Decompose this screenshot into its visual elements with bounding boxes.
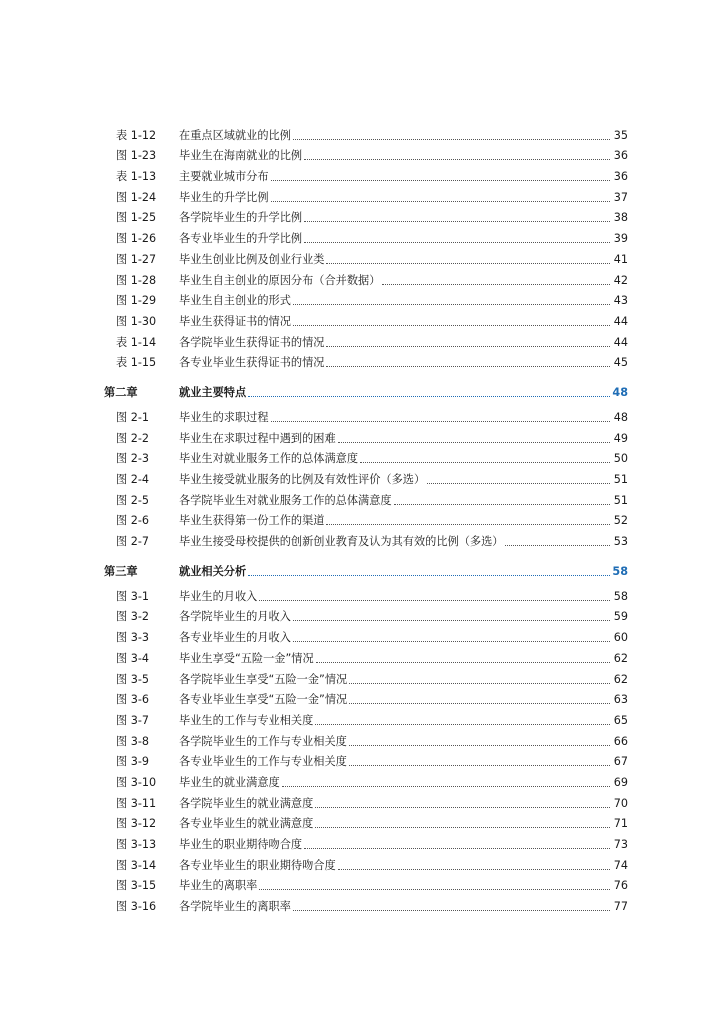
toc-entry-page-number: 41 xyxy=(613,252,628,266)
dot-leader xyxy=(304,220,610,222)
dot-leader xyxy=(293,138,610,140)
toc-entry-title: 毕业生的月收入 xyxy=(179,589,258,603)
toc-entry-page-number: 51 xyxy=(613,493,628,507)
toc-entry-label: 图 3-10 xyxy=(116,775,157,789)
toc-entry-page-number: 69 xyxy=(613,775,628,789)
toc-entry[interactable] xyxy=(0,404,724,425)
dot-leader xyxy=(315,723,610,725)
toc-entry-title: 各学院毕业生的就业满意度 xyxy=(179,796,314,810)
toc-entry[interactable] xyxy=(0,184,724,205)
toc-entry-title: 毕业生创业比例及创业行业类 xyxy=(179,252,325,266)
toc-entry-title: 各学院毕业生对就业服务工作的总体满意度 xyxy=(179,493,392,507)
toc-entry[interactable] xyxy=(0,583,724,604)
toc-entry-title: 毕业生在求职过程中遇到的困难 xyxy=(179,431,336,445)
toc-entry-title: 各专业毕业生的升学比例 xyxy=(179,232,303,246)
toc-entry-label: 图 2-2 xyxy=(116,431,150,445)
toc-entry-label: 图 3-14 xyxy=(116,858,157,872)
toc-entry-title: 就业相关分析 xyxy=(179,565,247,579)
dot-leader xyxy=(326,523,610,525)
toc-entry[interactable] xyxy=(0,811,724,832)
toc-entry-title: 各学院毕业生的离职率 xyxy=(179,900,291,914)
dot-leader xyxy=(271,179,610,181)
toc-entry[interactable] xyxy=(0,873,724,894)
toc-entry-title: 毕业生在海南就业的比例 xyxy=(179,149,303,163)
toc-entry[interactable] xyxy=(0,225,724,246)
toc-entry-label: 图 3-4 xyxy=(116,651,150,665)
toc-entry-page-number: 62 xyxy=(613,672,628,686)
toc-entry-page-number: 66 xyxy=(613,734,628,748)
dot-leader xyxy=(338,868,610,870)
toc-entry-page-number: 60 xyxy=(613,631,628,645)
toc-entry-page-number: 58 xyxy=(612,565,628,579)
toc-entry-page-number: 62 xyxy=(613,651,628,665)
toc-entry[interactable] xyxy=(0,143,724,164)
toc-entry-page-number: 38 xyxy=(613,211,628,225)
toc-entry-page-number: 67 xyxy=(613,755,628,769)
toc-entry-page-number: 59 xyxy=(613,610,628,624)
toc-entry-label: 图 2-7 xyxy=(116,535,150,549)
toc-entry[interactable] xyxy=(0,604,724,625)
dot-leader xyxy=(326,262,610,264)
toc-entry-title: 毕业生的工作与专业相关度 xyxy=(179,713,314,727)
dot-leader xyxy=(282,785,610,787)
dot-leader xyxy=(316,661,610,663)
toc-entry[interactable] xyxy=(0,267,724,288)
toc-entry-label: 图 3-8 xyxy=(116,734,150,748)
toc-entry-title: 就业主要特点 xyxy=(179,386,247,400)
toc-entry-label: 图 3-7 xyxy=(116,713,150,727)
toc-entry[interactable] xyxy=(0,624,724,645)
toc-entry-title: 主要就业城市分布 xyxy=(179,170,269,184)
toc-entry-label: 图 3-3 xyxy=(116,631,150,645)
toc-entry-label: 图 1-30 xyxy=(116,314,157,328)
toc-entry-label: 表 1-12 xyxy=(116,128,157,142)
toc-entry[interactable] xyxy=(0,666,724,687)
toc-entry-label: 图 1-28 xyxy=(116,273,157,287)
toc-entry-page-number: 49 xyxy=(613,431,628,445)
toc-entry-label: 图 1-29 xyxy=(116,294,157,308)
toc-entry-label: 图 1-27 xyxy=(116,252,157,266)
toc-entry-label: 图 3-5 xyxy=(116,672,150,686)
toc-entry-page-number: 73 xyxy=(613,838,628,851)
dot-leader xyxy=(360,461,610,463)
dot-leader xyxy=(304,241,610,243)
toc-entry[interactable] xyxy=(0,790,724,811)
dot-leader xyxy=(326,365,610,367)
dot-leader xyxy=(315,806,610,808)
toc-entry-label: 表 1-14 xyxy=(116,335,157,349)
toc-entry-page-number: 36 xyxy=(613,149,628,163)
toc-entry-label: 图 2-1 xyxy=(116,410,150,424)
toc-entry-page-number: 35 xyxy=(613,128,628,142)
toc-entry[interactable] xyxy=(0,425,724,446)
toc-entry-label: 图 3-11 xyxy=(116,796,157,810)
toc-entry[interactable] xyxy=(0,446,724,467)
toc-entry-page-number: 44 xyxy=(613,335,628,349)
toc-entry-title: 毕业生对就业服务工作的总体满意度 xyxy=(179,452,359,466)
dot-leader xyxy=(326,345,610,347)
toc-entry-page-number: 77 xyxy=(613,900,628,914)
dot-leader xyxy=(349,682,610,684)
toc-entry-page-number: 63 xyxy=(613,693,628,707)
toc-entry-title: 毕业生的升学比例 xyxy=(179,190,269,204)
toc-entry[interactable] xyxy=(0,749,724,770)
toc-entry[interactable] xyxy=(0,687,724,708)
toc-entry[interactable] xyxy=(0,487,724,508)
toc-entry[interactable] xyxy=(0,466,724,487)
toc-entry[interactable] xyxy=(0,508,724,529)
toc-entry-label: 表 1-15 xyxy=(116,356,157,370)
toc-entry-page-number: 76 xyxy=(613,879,628,893)
toc-entry[interactable] xyxy=(0,308,724,329)
dot-leader xyxy=(293,324,610,326)
toc-entry-title: 各学院毕业生的月收入 xyxy=(179,610,291,624)
dot-leader xyxy=(304,847,610,849)
dot-leader xyxy=(382,283,610,285)
toc-entry-label: 图 1-26 xyxy=(116,232,157,246)
toc-chapter-entry[interactable] xyxy=(0,555,724,579)
table-of-contents xyxy=(0,122,724,914)
toc-entry[interactable] xyxy=(0,707,724,728)
toc-entry-title: 毕业生的求职过程 xyxy=(179,410,269,424)
dot-leader xyxy=(293,619,610,621)
toc-entry-title: 毕业生自主创业的形式 xyxy=(179,294,291,308)
toc-entry-page-number: 44 xyxy=(613,314,628,328)
toc-entry[interactable] xyxy=(0,288,724,309)
toc-entry-page-number: 70 xyxy=(613,796,628,810)
toc-entry-page-number: 71 xyxy=(613,817,628,831)
toc-entry-title: 毕业生的就业满意度 xyxy=(179,775,280,789)
toc-entry[interactable] xyxy=(0,769,724,790)
toc-entry-page-number: 42 xyxy=(613,273,628,287)
toc-entry-page-number: 52 xyxy=(613,514,628,528)
toc-entry[interactable] xyxy=(0,122,724,143)
toc-entry-title: 在重点区域就业的比例 xyxy=(179,128,291,142)
toc-entry-page-number: 53 xyxy=(613,535,628,549)
toc-entry-title: 各专业毕业生的职业期待吻合度 xyxy=(179,858,336,872)
toc-entry-page-number: 51 xyxy=(613,473,628,486)
toc-entry-page-number: 65 xyxy=(613,713,628,727)
toc-entry-label: 图 3-6 xyxy=(116,693,150,707)
dot-leader xyxy=(338,441,610,443)
toc-entry-page-number: 74 xyxy=(613,858,628,872)
dot-leader xyxy=(293,303,610,305)
toc-entry[interactable] xyxy=(0,350,724,371)
dot-leader xyxy=(271,420,610,422)
toc-entry[interactable] xyxy=(0,831,724,852)
toc-entry[interactable] xyxy=(0,852,724,873)
toc-entry[interactable] xyxy=(0,205,724,226)
toc-entry-title: 毕业生享受“五险一金”情况 xyxy=(179,651,314,665)
toc-entry-label: 图 1-24 xyxy=(116,190,157,204)
toc-entry-label: 图 3-9 xyxy=(116,755,150,769)
toc-entry-title: 各学院毕业生的工作与专业相关度 xyxy=(179,734,347,748)
dot-leader xyxy=(349,702,610,704)
dot-leader xyxy=(427,482,610,484)
toc-entry-page-number: 39 xyxy=(613,232,628,246)
dot-leader xyxy=(349,744,610,746)
toc-entry-label: 图 2-5 xyxy=(116,493,150,507)
toc-entry-label: 图 2-4 xyxy=(116,473,150,486)
toc-entry[interactable] xyxy=(0,246,724,267)
dot-leader xyxy=(293,909,610,911)
dot-leader xyxy=(315,826,610,828)
toc-entry-title: 毕业生的职业期待吻合度 xyxy=(179,838,303,851)
toc-entry-title: 各学院毕业生的升学比例 xyxy=(179,211,303,225)
dot-leader xyxy=(394,503,610,505)
toc-entry-label: 图 2-3 xyxy=(116,452,150,466)
dot-leader xyxy=(349,764,610,766)
dot-leader xyxy=(248,574,610,576)
toc-entry-title: 各专业毕业生的工作与专业相关度 xyxy=(179,755,347,769)
toc-entry-title: 各专业毕业生获得证书的情况 xyxy=(179,356,325,370)
toc-entry-title: 毕业生的离职率 xyxy=(179,879,258,893)
toc-entry-title: 毕业生获得第一份工作的渠道 xyxy=(179,514,325,528)
toc-entry[interactable] xyxy=(0,893,724,914)
toc-entry-title: 毕业生接受就业服务的比例及有效性评价（多选） xyxy=(179,473,426,486)
toc-entry-label: 图 1-23 xyxy=(116,149,157,163)
toc-entry-page-number: 48 xyxy=(613,410,628,424)
toc-entry-title: 毕业生自主创业的原因分布（合并数据） xyxy=(179,273,381,287)
toc-entry[interactable] xyxy=(0,645,724,666)
toc-entry-label: 图 3-12 xyxy=(116,817,157,831)
toc-entry-page-number: 37 xyxy=(613,190,628,204)
toc-entry-page-number: 58 xyxy=(613,589,628,603)
dot-leader xyxy=(259,888,610,890)
toc-entry-label: 图 3-15 xyxy=(116,879,157,893)
dot-leader xyxy=(271,200,610,202)
toc-entry-label: 图 3-13 xyxy=(116,838,157,851)
toc-chapter-entry[interactable] xyxy=(0,376,724,400)
toc-entry-page-number: 50 xyxy=(613,452,628,466)
toc-entry-title: 各学院毕业生获得证书的情况 xyxy=(179,335,325,349)
toc-entry-title: 毕业生获得证书的情况 xyxy=(179,314,291,328)
toc-entry-label: 图 3-2 xyxy=(116,610,150,624)
toc-entry-page-number: 48 xyxy=(612,386,628,400)
dot-leader xyxy=(293,640,610,642)
toc-entry-label: 第三章 xyxy=(104,565,138,579)
toc-entry-page-number: 45 xyxy=(613,356,628,370)
toc-entry-label: 图 2-6 xyxy=(116,514,150,528)
toc-entry-title: 各专业毕业生的月收入 xyxy=(179,631,291,645)
toc-entry-label: 第二章 xyxy=(104,386,138,400)
toc-entry[interactable] xyxy=(0,728,724,749)
dot-leader xyxy=(304,158,610,160)
toc-entry-page-number: 36 xyxy=(613,170,628,184)
dot-leader xyxy=(259,599,610,601)
toc-entry-title: 各专业毕业生的就业满意度 xyxy=(179,817,314,831)
toc-entry-label: 图 3-16 xyxy=(116,900,157,914)
toc-entry[interactable] xyxy=(0,528,724,549)
toc-entry[interactable] xyxy=(0,163,724,184)
toc-entry[interactable] xyxy=(0,329,724,350)
toc-entry-title: 各专业毕业生享受“五险一金”情况 xyxy=(179,693,348,707)
dot-leader xyxy=(505,544,610,546)
toc-entry-label: 图 1-25 xyxy=(116,211,157,225)
toc-entry-label: 表 1-13 xyxy=(116,170,157,184)
toc-entry-page-number: 43 xyxy=(613,294,628,308)
dot-leader xyxy=(248,395,610,397)
toc-entry-title: 各学院毕业生享受“五险一金”情况 xyxy=(179,672,348,686)
toc-entry-title: 毕业生接受母校提供的创新创业教育及认为其有效的比例（多选） xyxy=(179,535,504,549)
toc-entry-label: 图 3-1 xyxy=(116,589,150,603)
